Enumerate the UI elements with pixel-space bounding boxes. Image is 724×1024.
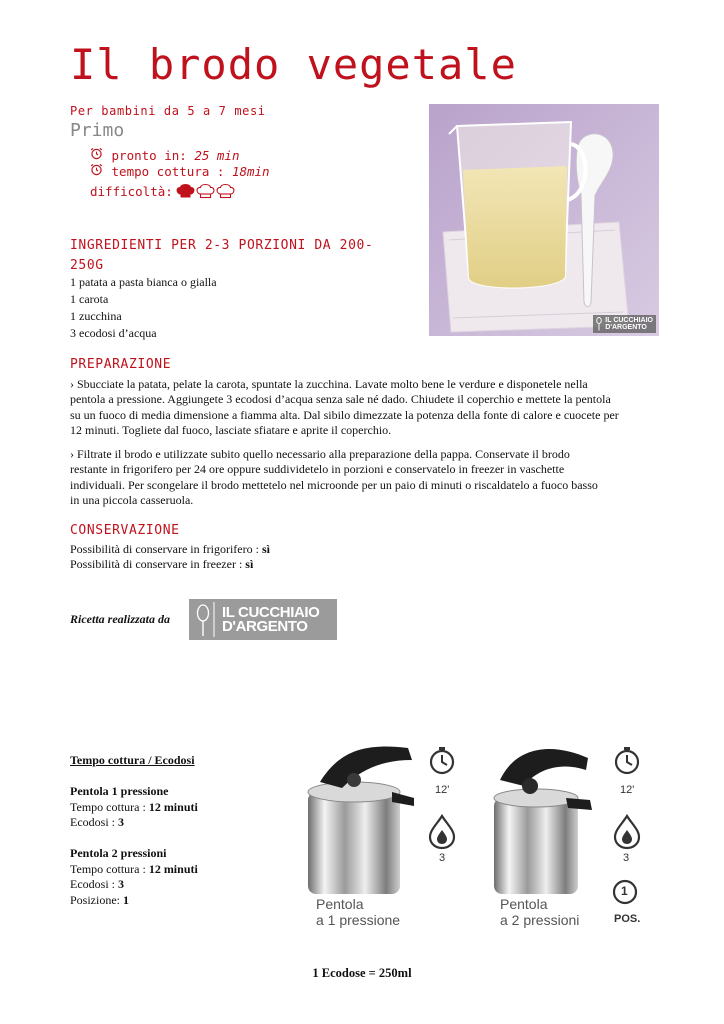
freezer-label: Possibilità di conservare in freezer : <box>70 557 243 572</box>
pot2-position-label: POS. <box>614 913 641 925</box>
spoon-icon <box>596 317 602 331</box>
cook-value: 18min <box>231 164 270 179</box>
difficulty-row <box>90 183 235 199</box>
chef-hat-icon <box>196 183 215 199</box>
ecodose-note: 1 Ecodose = 250ml <box>312 966 412 980</box>
pot2-time-figure: 12' <box>620 784 635 796</box>
water-drop-icon <box>615 816 639 848</box>
timer-icon <box>616 747 638 773</box>
difficulty-label: difficoltà: <box>90 183 173 199</box>
ingredient-item: 3 ecodosi d’acqua <box>70 326 157 340</box>
pot1-time-figure: 12' <box>435 784 450 796</box>
spoon-icon <box>189 599 217 640</box>
pot2-label: Pentola a 2 pressioni <box>500 896 580 928</box>
pressure-cooker-illustration <box>302 740 652 935</box>
cucchiaio-logo <box>189 599 337 640</box>
pot-2-drawing <box>494 749 592 894</box>
fridge-label: Possibilità di conservare in frigorifero : <box>70 542 259 556</box>
chef-hat-icon <box>176 183 195 199</box>
alarm-clock-icon <box>90 163 104 179</box>
conservation-info <box>70 542 270 573</box>
timer-icon <box>431 747 453 773</box>
water-drop-icon <box>430 816 454 848</box>
pot2-position-number: 1 <box>621 884 628 898</box>
page-title: Il brodo vegetale <box>70 40 517 89</box>
cook-label: tempo cottura : <box>111 164 225 179</box>
broth-photo <box>429 104 659 336</box>
preparation-heading: PREPARAZIONE <box>70 357 172 372</box>
cook-time-row <box>90 163 270 179</box>
ingredients-list <box>70 274 217 342</box>
conservation-heading: CONSERVAZIONE <box>70 523 180 538</box>
ingredients-heading: INGREDIENTI PER 2-3 PORZIONI DA 200- 250G <box>70 238 374 273</box>
ingredient-item: 1 zucchina <box>70 309 122 323</box>
freezer-value: sì <box>245 557 254 572</box>
pot2-doses-figure: 3 <box>623 852 630 864</box>
ingredient-item: 1 patata a pasta bianca o gialla <box>70 275 217 289</box>
cooking-info: Tempo cottura / Ecodosi Pentola 1 pressione Tempo cottura : 12 minuti Ecodosi : 3 Pentola 2 pressioni Tempo cottura : 12 minuti Ecodosi : 3 Posizione: 1 <box>70 753 198 907</box>
ingredient-item: 1 carota <box>70 292 109 306</box>
fridge-value: sì <box>261 542 270 556</box>
ready-time-row <box>90 147 239 163</box>
recipe-subtitle: Per bambini da 5 a 7 mesi <box>70 104 266 118</box>
ready-value: 25 min <box>194 148 240 163</box>
difficulty-hats <box>176 183 235 199</box>
pot1-label: Pentola a 1 pressione <box>316 896 401 928</box>
recipe-category: Primo <box>70 120 125 141</box>
alarm-clock-icon <box>90 147 104 163</box>
logo-line-1: IL CUCCHIAIO <box>222 603 320 621</box>
cooking-heading: Tempo cottura / Ecodosi <box>70 753 195 767</box>
preparation-paragraph-1: › Sbucciate la patata, pelate la carota, spuntate la zucchina. Lavate molto bene le verdure e disponetele nella pentola a pressione. Aggiungete 3 ecodosi d’acqua senza sale né dado. Chiudete il coperchio e mettete la pentola su un fuoco di media dimensione a fiamma alta. Dal sibilo dimezzate la potenza della fonte di calore e cuocete per 12 minuti. Togliete dal fuoco, lasciate sfiatare e aprite il coperchio. <box>70 377 619 437</box>
pot1-doses-figure: 3 <box>439 852 446 864</box>
ready-label: pronto in: <box>111 148 187 163</box>
preparation-paragraph-2: › Filtrate il brodo e utilizzate subito quello necessario alla preparazione della pappa. Conservate il brodo restante in frigorifero per 24 ore oppure suddividetelo in porzioni e conservatelo in freezer in vaschette individuali. Per scongelare il brodo mettetelo nel microonde per un paio di minuti o riscaldatelo a fuoco basso in una piccola casseruola. <box>70 447 598 507</box>
logo-line-2: D'ARGENTO <box>222 617 308 635</box>
pot-1-drawing <box>308 747 414 894</box>
chef-hat-icon <box>216 183 235 199</box>
photo-brand-watermark: IL CUCCHIAIO D'ARGENTO <box>593 315 656 333</box>
pot2-title: Pentola 2 pressioni <box>70 846 167 860</box>
credit-label: Ricetta realizzata da <box>70 612 170 626</box>
pot1-title: Pentola 1 pressione <box>70 784 169 798</box>
